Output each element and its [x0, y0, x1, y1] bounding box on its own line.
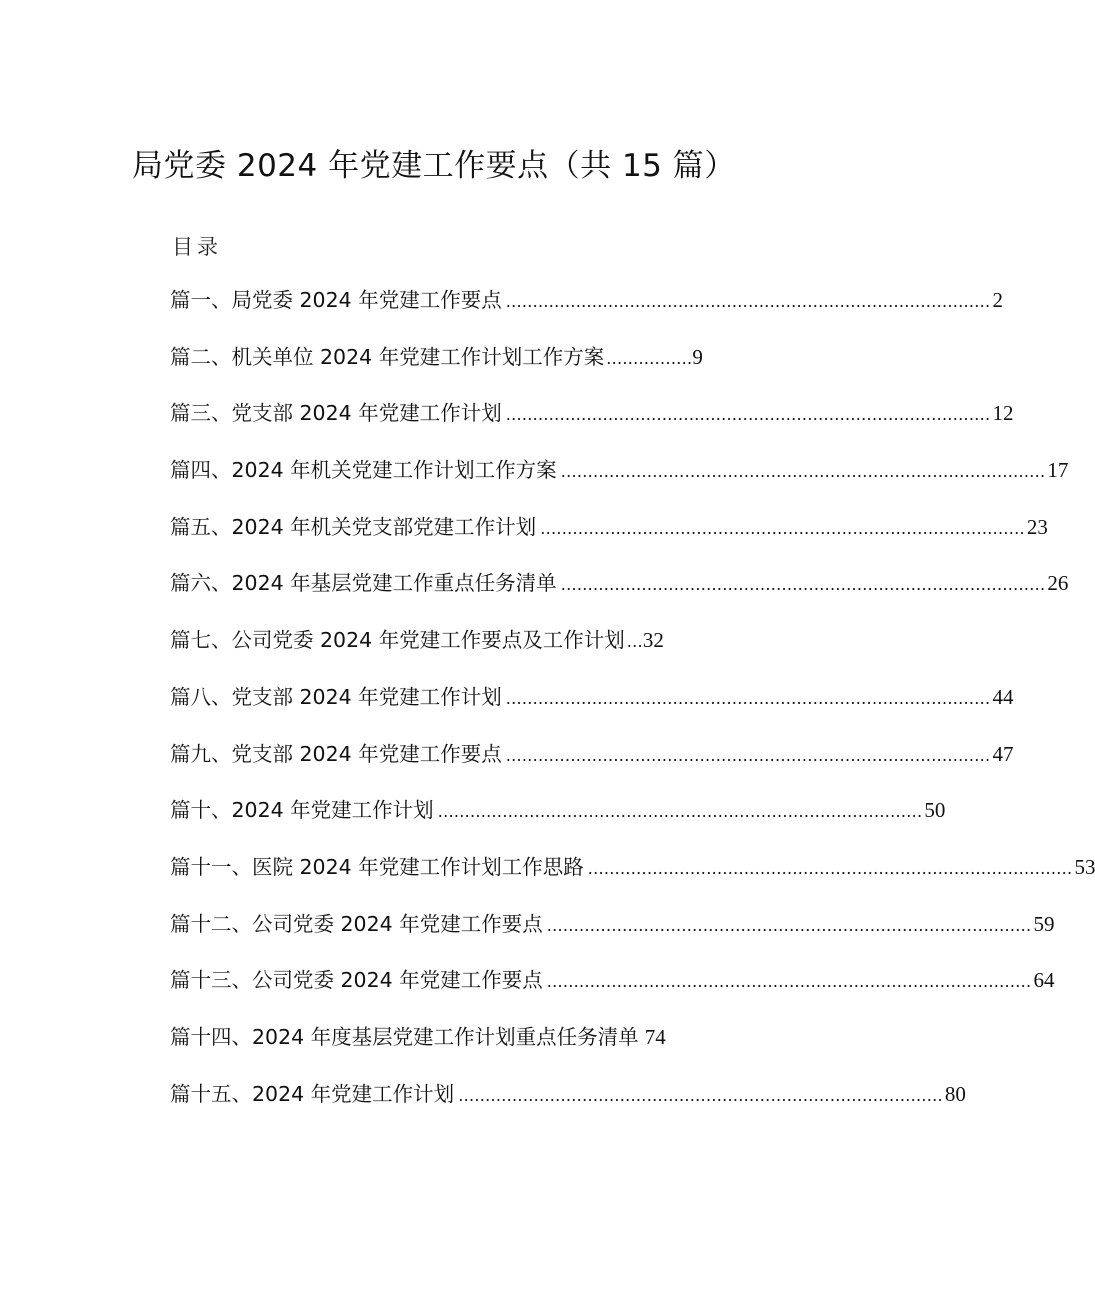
toc-entry-label: 篇十三、公司党委 2024 年党建工作要点	[170, 968, 543, 993]
toc-entry-label: 篇一、局党委 2024 年党建工作要点	[170, 288, 502, 312]
toc-entry[interactable]	[170, 1020, 762, 1077]
toc-entry-page: 47	[992, 741, 1014, 766]
toc-entry[interactable]	[170, 453, 1069, 510]
toc-dot-leader: ..........................................................................................	[560, 462, 1046, 482]
toc-entry-page: 74	[644, 1024, 666, 1049]
toc-dot-leader: ..........................................................................................	[546, 915, 1032, 935]
toc-dot-leader: ..........................................................................................	[505, 745, 991, 765]
toc-entry-page: 59	[1033, 911, 1055, 936]
toc-heading: 目录	[172, 235, 222, 259]
toc-entry-page: 32	[642, 628, 664, 653]
toc-entry-label: 篇八、党支部 2024 年党建工作计划	[170, 684, 502, 709]
toc-dot-leader: ..........................................................................................	[458, 1085, 943, 1105]
toc-dot-leader: ..........................................................................................	[546, 972, 1032, 992]
toc-entry-label: 篇九、党支部 2024 年党建工作要点	[170, 741, 502, 766]
toc-entry-page: 26	[1047, 571, 1069, 596]
toc-dot-leader: ..........................................................................................	[505, 292, 991, 311]
toc-entry[interactable]	[170, 283, 1003, 340]
toc-entry[interactable]	[170, 793, 946, 850]
toc-entry-label: 篇十五、2024 年党建工作计划	[170, 1081, 455, 1106]
toc-dot-leader: ..........................................................................................	[587, 858, 1073, 878]
document-title: 局党委 2024 年党建工作要点（共 15 篇）	[132, 148, 736, 184]
toc-entry-page: 12	[992, 401, 1014, 426]
toc-entry[interactable]	[170, 566, 1069, 623]
toc-entry-page: 9	[692, 344, 703, 369]
toc-entry[interactable]	[170, 963, 1055, 1020]
toc-dot-leader: ..........................................................................................	[505, 688, 991, 708]
toc-entry-page: 44	[992, 684, 1014, 709]
toc-dot-leader: ..........................................................................................	[505, 405, 991, 425]
toc-entry[interactable]	[170, 907, 1055, 964]
toc-entry-page: 17	[1047, 458, 1069, 483]
toc-entry-label: 篇二、机关单位 2024 年党建工作计划工作方案	[170, 344, 605, 369]
toc-entry[interactable]	[170, 623, 762, 680]
toc-dot-leader: ..........................................................................................	[437, 802, 923, 822]
toc-entry-label: 篇十二、公司党委 2024 年党建工作要点	[170, 911, 543, 936]
toc-entry[interactable]	[170, 510, 1048, 567]
toc-entry-page: 80	[944, 1081, 966, 1106]
toc-entry-label: 篇十一、医院 2024 年党建工作计划工作思路	[170, 854, 584, 879]
toc-entry-page: 2	[992, 288, 1003, 312]
toc-entry[interactable]	[170, 396, 1014, 453]
toc-dot-leader: ...	[626, 632, 643, 652]
table-of-contents	[170, 283, 1095, 1133]
toc-entry-label: 篇十四、2024 年度基层党建工作计划重点任务清单	[170, 1024, 639, 1049]
toc-entry-label: 篇五、2024 年机关党支部党建工作计划	[170, 514, 537, 539]
toc-entry-page: 23	[1026, 514, 1048, 539]
toc-entry-page: 53	[1074, 854, 1095, 879]
toc-dot-leader: ..........................................................................................	[540, 518, 1025, 538]
toc-dot-leader: ..........................................................................................	[560, 575, 1046, 595]
toc-entry-label: 篇十、2024 年党建工作计划	[170, 798, 434, 823]
toc-entry[interactable]	[170, 1077, 966, 1134]
toc-entry-label: 篇四、2024 年机关党建工作计划工作方案	[170, 458, 557, 483]
toc-entry-label: 篇六、2024 年基层党建工作重点任务清单	[170, 571, 557, 596]
toc-entry[interactable]	[170, 850, 1095, 907]
toc-entry[interactable]	[170, 737, 1014, 794]
toc-dot-leader: ................	[606, 348, 693, 368]
toc-entry-page: 64	[1033, 968, 1055, 993]
toc-entry-label: 篇三、党支部 2024 年党建工作计划	[170, 401, 502, 426]
toc-entry-label: 篇七、公司党委 2024 年党建工作要点及工作计划	[170, 628, 625, 653]
toc-entry[interactable]	[170, 340, 762, 397]
toc-entry[interactable]	[170, 680, 1014, 737]
toc-entry-page: 50	[924, 798, 946, 823]
